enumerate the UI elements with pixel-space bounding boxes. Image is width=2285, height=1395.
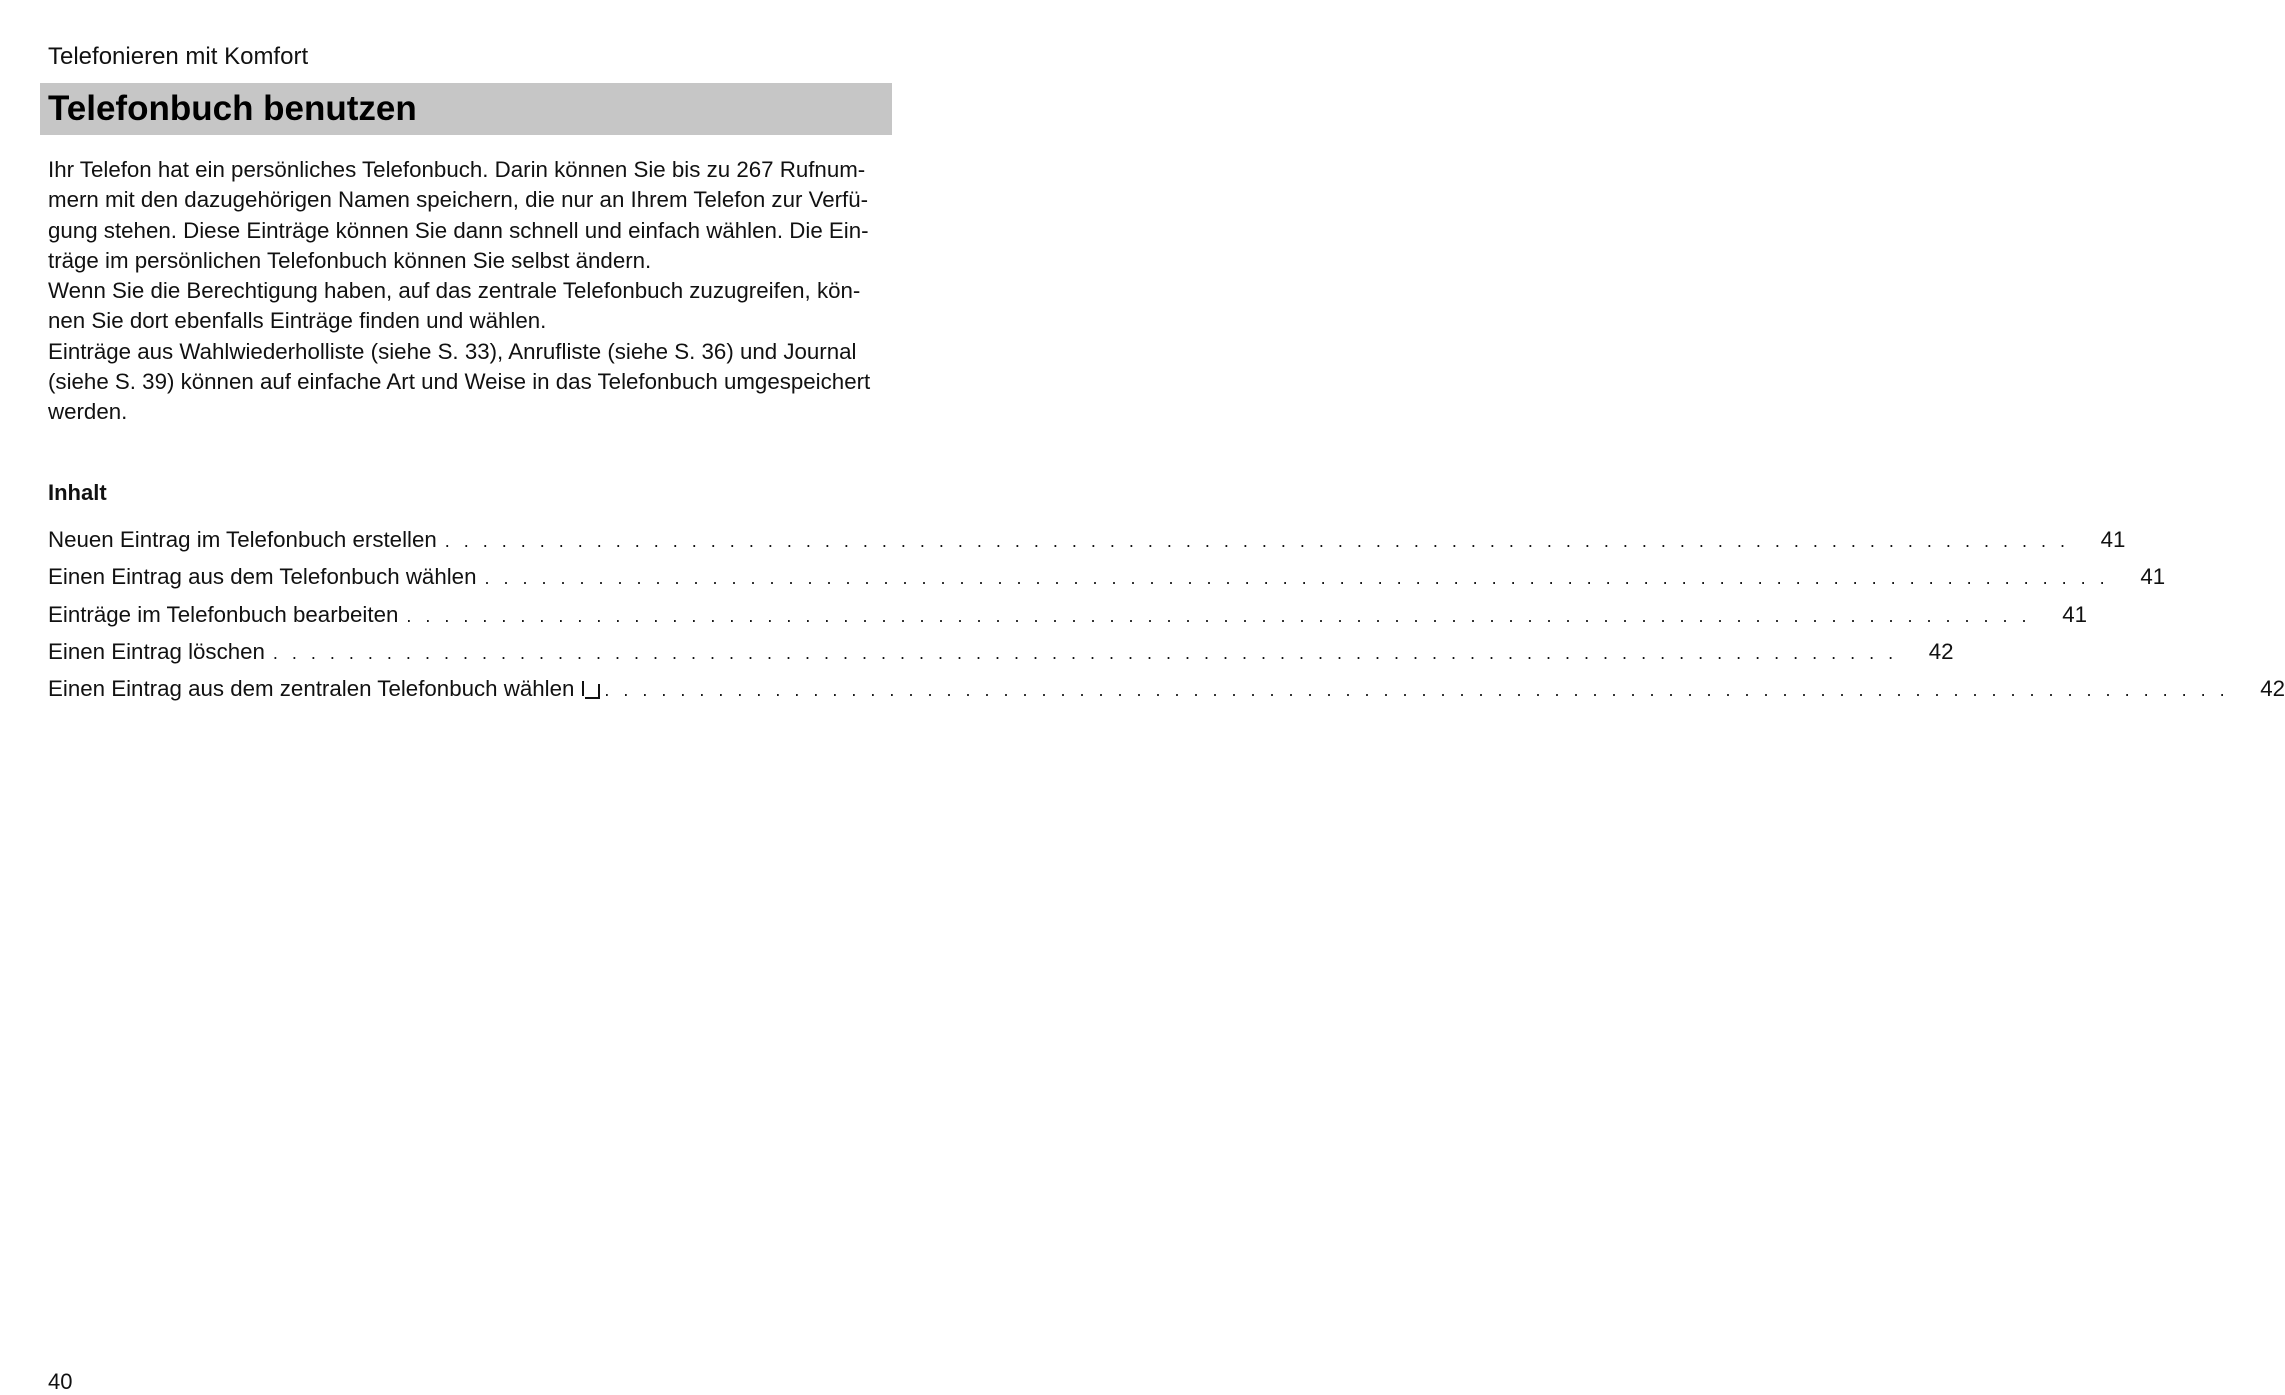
- toc-leader: . . . . . . . . . . . . . . . . . . . . . . . . . . . . . . . . . . . . . . . . . . . . . . . . . . . . . . . . . . . . . . . . . . . . . . . . . . . . . . . . . . . . . .: [444, 531, 2070, 551]
- intro-line: Einträge aus Wahlwiederholliste (siehe S. 33), Anrufliste (siehe S. 36) und Journal: [48, 338, 857, 364]
- toc-entry-page: 41: [2062, 601, 2088, 627]
- intro-line: gung stehen. Diese Einträge können Sie dann schnell und einfach wählen. Die Ein-: [48, 217, 869, 243]
- toc-entry[interactable]: [48, 600, 2088, 637]
- intro-line: Ihr Telefon hat ein persönliches Telefonbuch. Darin können Sie bis zu 267 Rufnum-: [48, 157, 866, 182]
- toc-entry-title: Einen Eintrag aus dem zentralen Telefonbuch wählen: [48, 676, 575, 702]
- toc-leader: . . . . . . . . . . . . . . . . . . . . . . . . . . . . . . . . . . . . . . . . . . . . . . . . . . . . . . . . . . . . . . . . . . . . . . . . . . . . . . . . . . . . . .: [406, 605, 2032, 626]
- page-title: Telefonbuch benutzen: [48, 89, 417, 128]
- toc-entry[interactable]: [48, 562, 2166, 599]
- toc-leader: . . . . . . . . . . . . . . . . . . . . . . . . . . . . . . . . . . . . . . . . . . . . . . . . . . . . . . . . . . . . . . . . . . . . . . . . . . . . . . . . . . . . . .: [604, 680, 2230, 701]
- toc-entry-title: Einträge im Telefonbuch bearbeiten: [48, 601, 399, 627]
- toc-entry-page: 41: [2140, 564, 2166, 590]
- shadowed-box-icon: [582, 681, 584, 696]
- toc-entry-title: Neuen Eintrag im Telefonbuch erstellen: [48, 527, 437, 552]
- intro-line: mern mit den dazugehörigen Namen speichern, die nur an Ihrem Telefon zur Verfü-: [48, 187, 869, 213]
- toc-entry-page: 41: [2100, 527, 2126, 552]
- toc-entry-title: Einen Eintrag aus dem Telefonbuch wählen: [48, 564, 477, 590]
- running-head: Telefonieren mit Komfort: [48, 43, 309, 70]
- toc-leader: . . . . . . . . . . . . . . . . . . . . . . . . . . . . . . . . . . . . . . . . . . . . . . . . . . . . . . . . . . . . . . . . . . . . . . . . . . . . . . . . . . . . . .: [272, 642, 1898, 663]
- toc-entry-page: 42: [1928, 638, 1954, 664]
- intro-line: Wenn Sie die Berechtigung haben, auf das zentrale Telefonbuch zuzugreifen, kön-: [48, 278, 861, 304]
- contents-heading: Inhalt: [48, 480, 107, 505]
- toc-entry[interactable]: [48, 674, 2285, 711]
- toc-entry[interactable]: [48, 525, 2126, 562]
- toc-leader: . . . . . . . . . . . . . . . . . . . . . . . . . . . . . . . . . . . . . . . . . . . . . . . . . . . . . . . . . . . . . . . . . . . . . . . . . . . . . . . . . . . . . .: [484, 568, 2110, 589]
- toc-entry-page: 42: [2260, 676, 2285, 702]
- intro-line: träge im persönlichen Telefonbuch können Sie selbst ändern.: [48, 247, 652, 273]
- page-number: 40: [48, 1369, 73, 1394]
- intro-line: nen Sie dort ebenfalls Einträge finden und wählen.: [48, 308, 547, 334]
- table-of-contents: [48, 525, 2285, 711]
- toc-entry[interactable]: [48, 637, 1954, 674]
- intro-line: (siehe S. 39) können auf einfache Art und Weise in das Telefonbuch umgespeichert: [48, 369, 871, 395]
- intro-text: [48, 155, 892, 428]
- title-bar: [40, 83, 892, 135]
- toc-entry-title: Einen Eintrag löschen: [48, 638, 265, 664]
- intro-line: werden.: [48, 399, 128, 425]
